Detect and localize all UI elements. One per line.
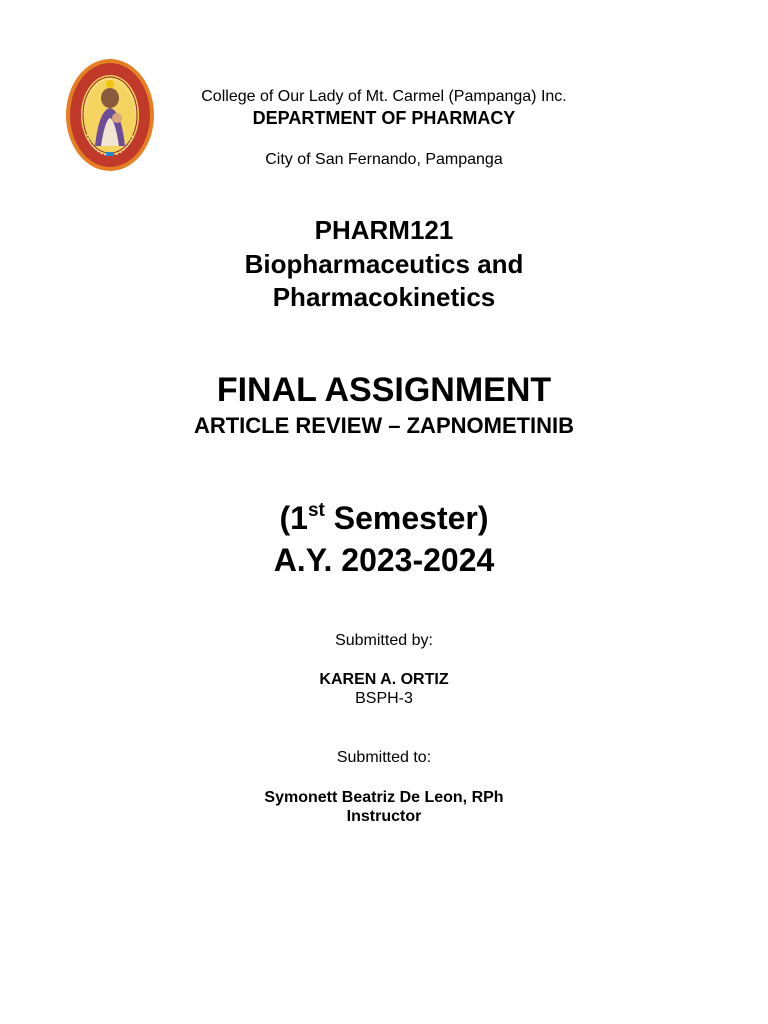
semester-number: 1 [290,500,308,536]
semester [0,498,768,538]
course-name-line-2: Pharmacokinetics [272,282,496,312]
assignment-subtitle: ARTICLE REVIEW – ZAPNOMETINIB [193,413,575,438]
instructor-role: Instructor [346,808,422,825]
course-code: PHARM121 [314,215,454,245]
semester-word: Semester) [324,500,489,536]
submitted-by-label: Submitted by: [335,632,433,649]
assignment-title: FINAL ASSIGNMENT [216,371,552,409]
course-name [0,248,768,314]
student-program: BSPH-3 [355,690,413,707]
student-name: KAREN A. ORTIZ [319,671,449,688]
college-location: City of San Fernando, Pampanga [265,151,503,168]
college-name: College of Our Lady of Mt. Carmel (Pampanga) Inc. [201,88,567,105]
semester-open-paren: ( [279,500,291,536]
semester-ordinal-suffix: st [307,500,325,521]
instructor-name: Symonett Beatriz De Leon, RPh [264,789,504,806]
academic-year: A.Y. 2023-2024 [273,542,495,578]
course-name-line-1: Biopharmaceutics and [244,249,524,279]
department-name: DEPARTMENT OF PHARMACY [252,108,516,128]
submitted-to-label: Submitted to: [336,749,432,766]
